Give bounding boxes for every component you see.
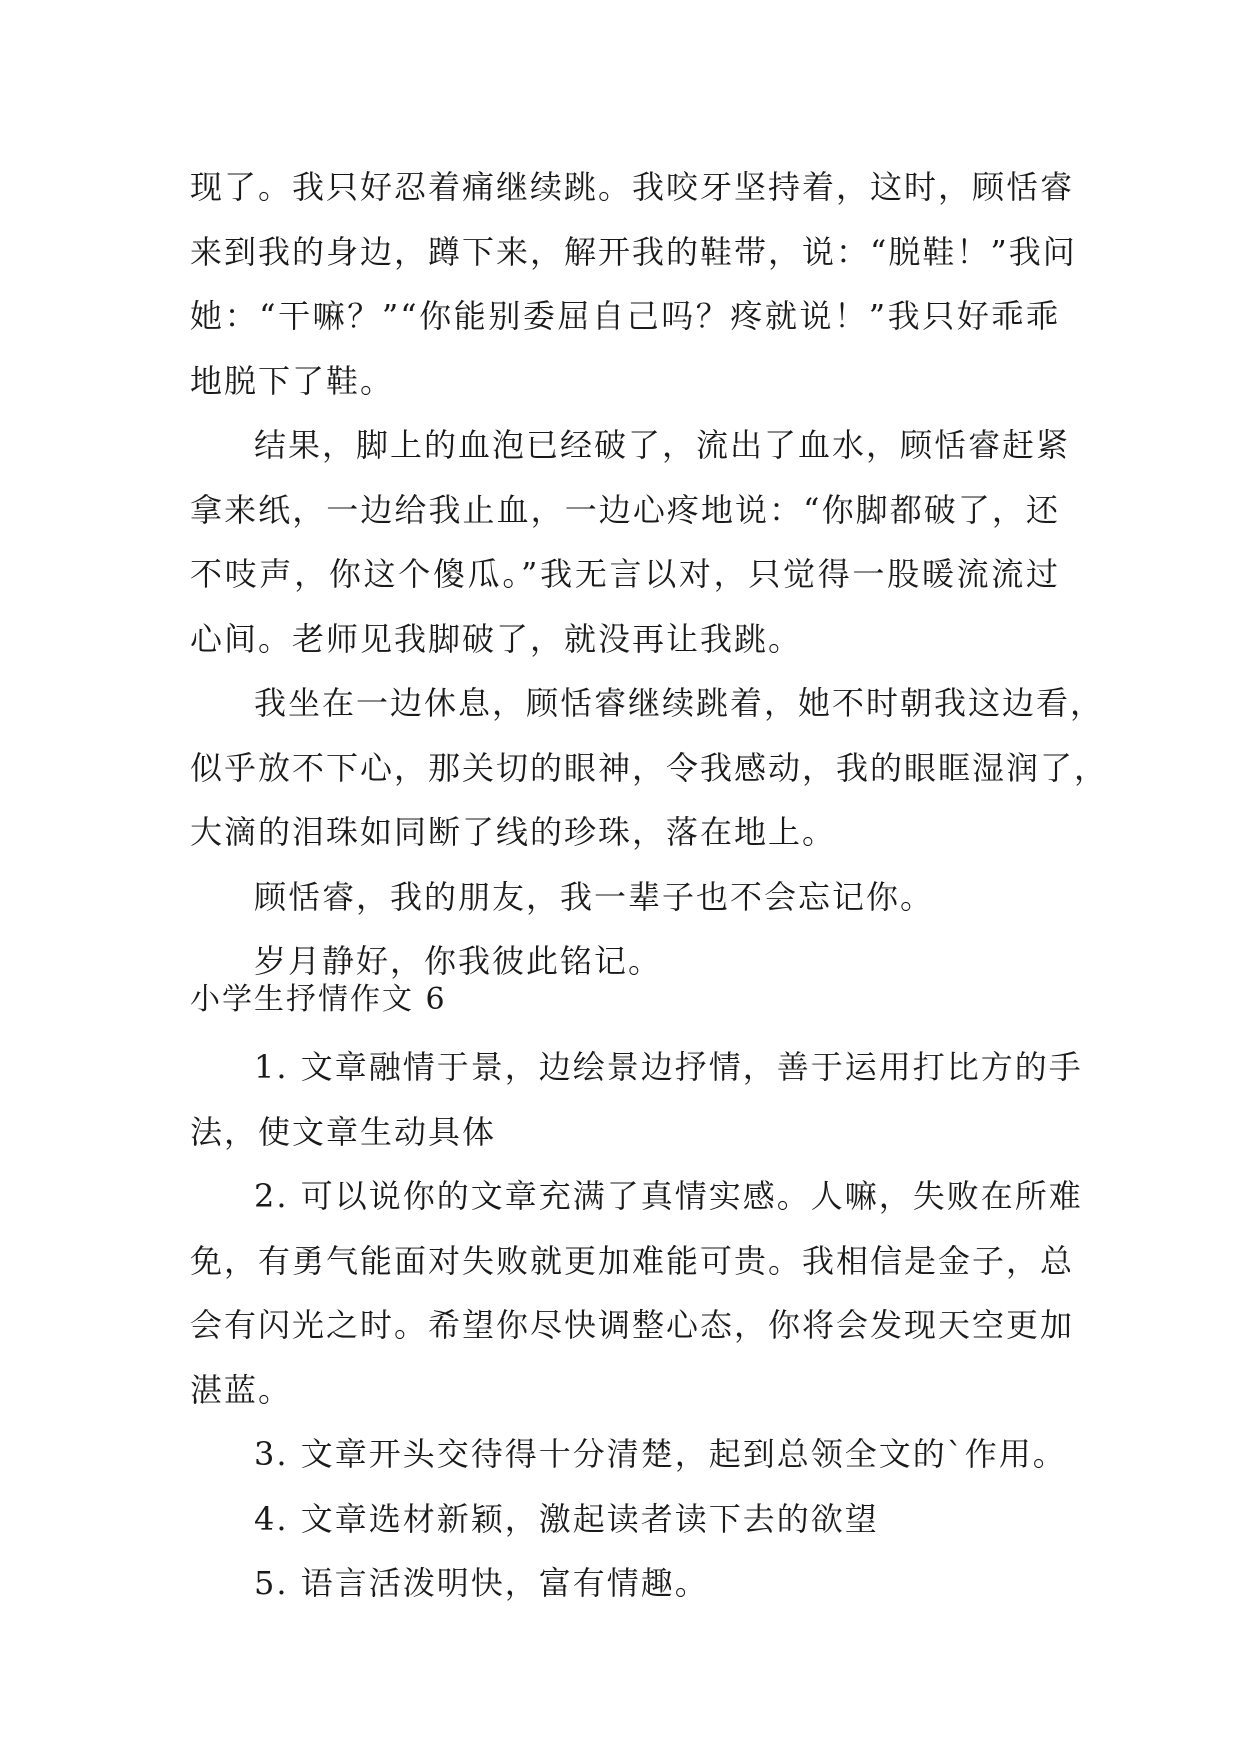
list-item-line: 3. 文章开头交待得十分清楚，起到总领全文的`作用。 (254, 1435, 1067, 1473)
list-item-line: 5. 语言活泼明快，富有情趣。 (254, 1564, 709, 1602)
list-item-line: 法，使文章生动具体 (190, 1112, 497, 1151)
text-line: 似乎放不下心，那关切的眼神，令我感动，我的眼眶湿润了， (190, 748, 1109, 787)
text-line: 岁月静好，你我彼此铭记。 (254, 942, 663, 980)
text-line: 来到我的身边，蹲下来，解开我的鞋带，说：“脱鞋！”我问 (190, 232, 1077, 271)
list-item-line: 2. 可以说你的文章充满了真情实感。人嘛，失败在所难 (254, 1177, 1083, 1215)
text-line: 地脱下了鞋。 (190, 361, 395, 400)
list-item-line: 1. 文章融情于景，边绘景边抒情，善于运用打比方的手 (254, 1048, 1083, 1086)
text-line: 不吱声，你这个傻瓜。”我无言以对，只觉得一股暖流流过 (190, 555, 1060, 593)
list-item-line: 4. 文章选材新颖，激起读者读下去的欲望 (254, 1499, 879, 1538)
text-line: 现了。我只好忍着痛继续跳。我咬牙坚持着，这时，顾恬睿 (190, 168, 1075, 206)
text-line: 大滴的泪珠如同断了线的珍珠，落在地上。 (190, 813, 837, 851)
section-heading: 小学生抒情作文 6 (190, 982, 447, 1017)
list-item-line: 免，有勇气能面对失败就更加难能可贵。我相信是金子，总 (190, 1241, 1075, 1280)
text-line: 她：“干嘛？”“你能别委屈自己吗？疼就说！”我只好乖乖 (190, 297, 1060, 335)
text-line: 结果，脚上的血泡已经破了，流出了血水，顾恬睿赶紧 (254, 426, 1071, 464)
text-line: 顾恬睿，我的朋友，我一辈子也不会忘记你。 (254, 877, 935, 916)
text-line: 拿来纸，一边给我止血，一边心疼地说：“你脚都破了，还 (190, 490, 1060, 529)
list-item-line: 湛蓝。 (190, 1370, 293, 1409)
text-line: 我坐在一边休息，顾恬睿继续跳着，她不时朝我这边看， (254, 684, 1105, 722)
text-line: 心间。老师见我脚破了，就没再让我跳。 (190, 619, 803, 658)
list-item-line: 会有闪光之时。希望你尽快调整心态，你将会发现天空更加 (190, 1306, 1075, 1344)
section2-body (190, 1035, 1083, 1616)
section1-body (190, 155, 1109, 994)
